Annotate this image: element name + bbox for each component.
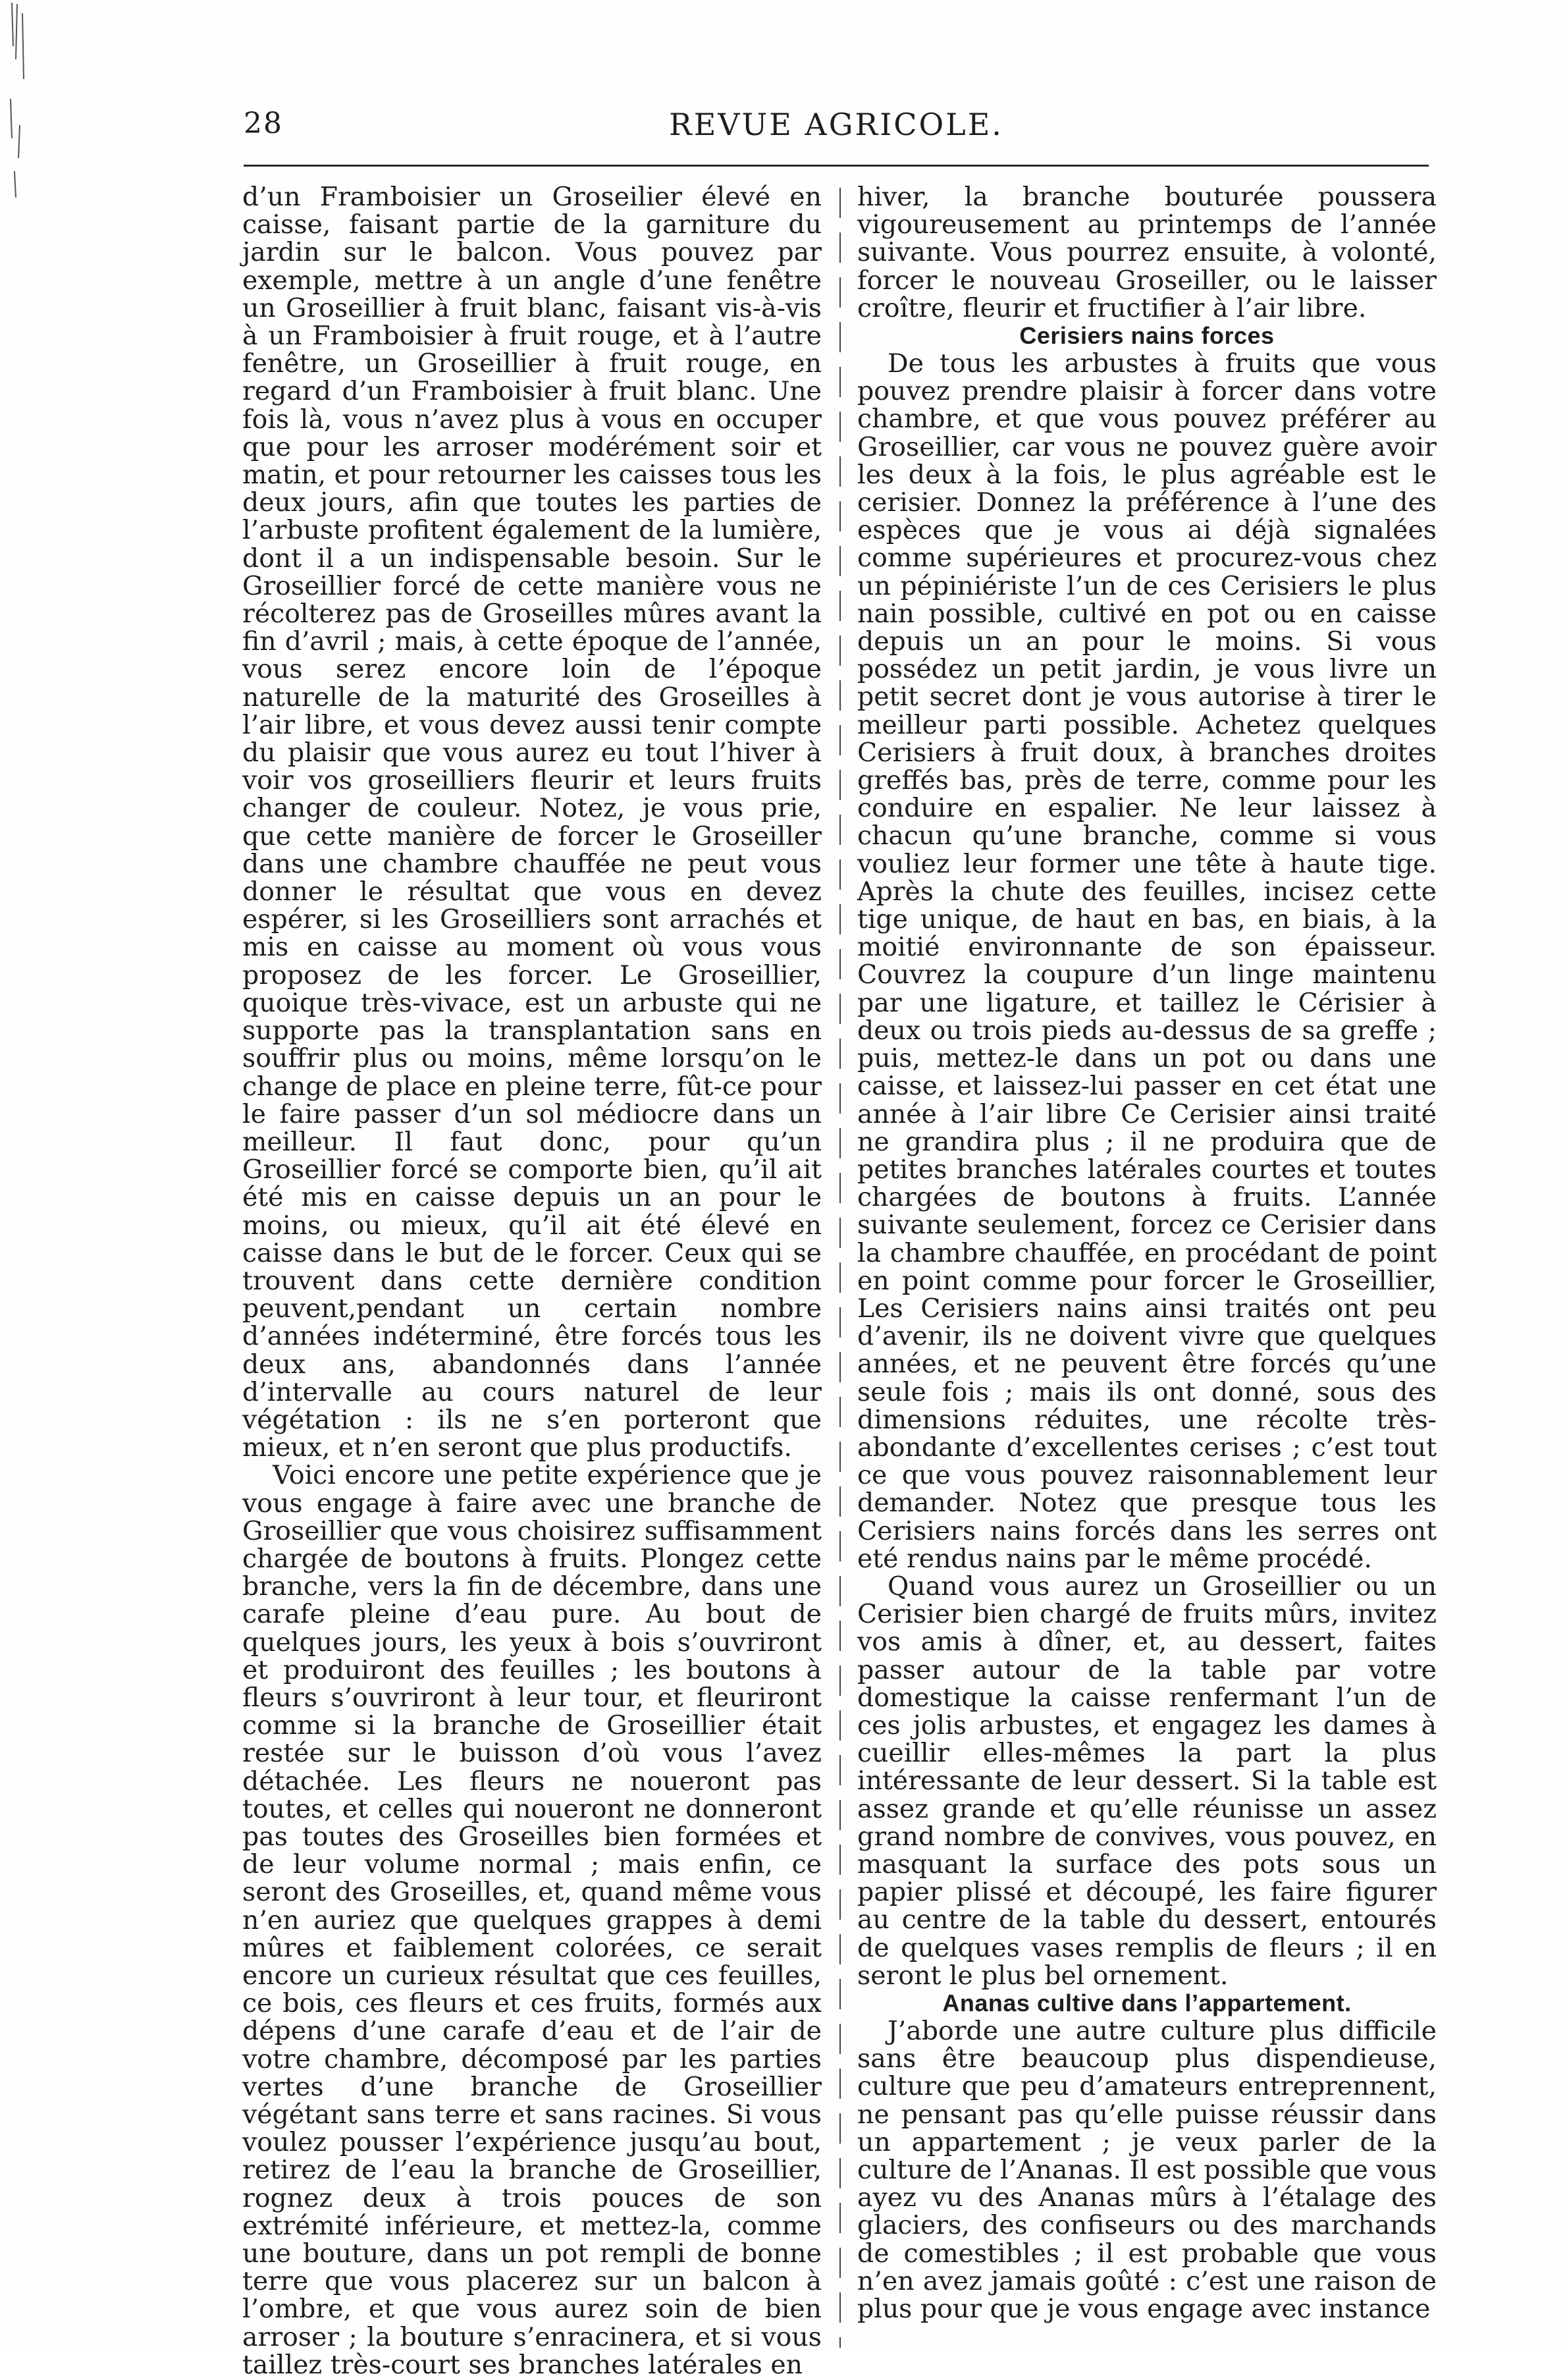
page-number: 28 xyxy=(244,107,283,140)
paragraph-branch-experiment: Voici encore une petite expérience que je vous engage à faire avec une branche de Groseillier que vous choisirez suffisamment chargée de boutons à fruits. Plongez cette branche, vers la fin de décembre, dans une carafe pleine d’eau pure. Au bout de quelques jours, les yeux à bois s’ouvriront et produiront des feuilles ; les boutons à fleurs s’ouvriront à leur tour, et fleuriront comme si la branche de Groseillier était restée sur le buisson d’où vous l’avez détachée. Les fleurs ne noueront pas toutes, et celles qui noueront ne donneront pas toutes des Groseilles bien formées et de leur volume normal ; mais enfin, ce seront des Groseilles, et, quand même vous n’en auriez que quelques grappes à demi mûres et faiblement colorées, ce serait encore un curieux résultat que ces feuilles, ce bois, ces fleurs et ces fruits, formés aux dépens d’une carafe d’eau et de l’air de votre chambre, décomposé par les parties vertes d’une branche de Groseillier végétant sans terre et sans racines. Si vous voulez pousser l’expérience jusqu’au bout, retirez de l’eau la branche de Groseillier, rognez deux à trois pouces de son extrémité inférieure, et mettez-la, comme une bouture, dans un pot rempli de bonne terre que vous placerez sur un balcon à l’ombre, et que vous aurez soin de bien arroser ; la bouture s’enracinera, et si vous taillez très-court ses branches latérales en xyxy=(242,1460,822,2380)
column-divider xyxy=(839,188,841,2348)
paragraph-bouture-continued: hiver, la branche bouturée poussera vigoureusement au printemps de l’année suivante. Vous pourrez ensuite, à volonté, forcer le nouveau Groseiller, ou le laisser croître, fleurir et fructifier à l’air libre. xyxy=(857,182,1437,323)
paragraph-ananas: J’aborde une autre culture plus difficile sans être beaucoup plus dispendieuse, culture que peu d’amateurs entreprennent, ne pensant pas qu’elle puisse réussir dans un appartement ; je veux parler de la culture de l’Ananas. Il est possible que vous ayez vu des Ananas mûrs à l’étalage des glaciers, des confiseurs ou des marchands de comestibles ; il est probable que vous n’en avez jamais goûté : c’est une raison de plus pour que je vous engage avec instance xyxy=(857,2016,1437,2325)
paragraph-cerisiers-nains: De tous les arbustes à fruits que vous pouvez prendre plaisir à forcer dans votre chambre, et que vous pouvez préférer au Groseillier, car vous ne pouvez guère avoir les deux à la fois, le plus agréable est le cerisier. Donnez la préférence à l’une des espèces que je vous ai déjà signalées comme supérieures et procurez-vous chez un pépiniériste l’un de ces Cerisiers le plus nain possible, cultivé en pot ou en caisse depuis un an pour le moins. Si vous possédez un petit jardin, je vous livre un petit secret dont je vous autorise à tirer le meilleur parti possible. Achetez quelques Cerisiers à fruit doux, à branches droites greffés bas, près de terre, comme pour les conduire en espalier. Ne leur laissez à chacun qu’une branche, comme si vous vouliez leur former une tête à haute tige. Après la chute des feuilles, incisez cette tige unique, de haut en bas, en biais, à la moitié environnante de son épaisseur. Couvrez la coupure d’un linge maintenu par une ligature, et taillez le Cérisier à deux ou trois pieds au-dessus de sa greffe ; puis, mettez-le dans un pot ou dans une caisse, et laissez-lui passer en cet état une année à l’air libre Ce Cerisier ainsi traité ne grandira plus ; il ne produira que de petites branches latérales courtes et toutes chargées de boutons à fruits. L’année suivante seulement, forcez ce Cerisier dans la chambre chauffée, en procédant de point en point comme pour forcer le Groseillier, Les Cerisiers nains ainsi traités ont peu d’avenir, ils ne doivent vivre que quelques années, et ne peuvent être forcés qu’une seule fois ; mais ils ont donné, sous des dimensions réduites, une récolte très-abondante d’excellentes cerises ; c’est tout ce que vous pouvez raisonnablement leur demander. Notez que presque tous les Cerisiers nains forcés dans les serres ont eté rendus nains par le même procédé. xyxy=(857,348,1437,1574)
running-title: REVUE AGRICOLE. xyxy=(669,107,1003,142)
header-rule xyxy=(244,165,1429,167)
left-column xyxy=(242,182,822,2380)
page-header xyxy=(244,99,1429,151)
paragraph-dessert-table: Quand vous aurez un Groseillier ou un Cerisier bien chargé de fruits mûrs, invitez vos amis à dîner, et, au dessert, faites passer autour de la table par votre domestique la caisse renfermant l’un de ces jolis arbustes, et engagez les dames à cueillir elles-mêmes la part la plus intéressante de leur dessert. Si la table est assez grande et qu’elle réunisse un assez grand nombre de convives, vous pouvez, en masquant la surface des pots sous un papier plissé et découpé, les faire figurer au centre de la table du dessert, entourés de quelques vases remplis de fleurs ; il en seront le plus bel ornement. xyxy=(857,1571,1437,1991)
right-column xyxy=(857,183,1437,2330)
paragraph-groseillier-forcing: d’un Framboisier un Groseilier élevé en caisse, faisant partie de la garniture du jardin sur le balcon. Vous pouvez par exemple, mettre à un angle d’une fenêtre un Groseillier à fruit blanc, faisant vis-à-vis à un Framboisier à fruit rouge, et à l’autre fenêtre, un Groseillier à fruit rouge, en regard d’un Framboisier à fruit blanc. Une fois là, vous n’avez plus à vous en occuper que pour les arroser modérément soir et matin, et pour retourner les caisses tous les deux jours, afin que toutes les parties de l’arbuste profitent également de la lumière, dont il a un indispensable besoin. Sur le Groseillier forcé de cette manière vous ne récolterez pas de Groseilles mûres avant la fin d’avril ; mais, à cette époque de l’année, vous serez encore loin de l’époque naturelle de la maturité des Groseilles à l’air libre, et vous devez aussi tenir compte du plaisir que vous aurez eu tout l’hiver à voir vos groseilliers fleurir et leurs fruits changer de couleur. Notez, je vous prie, que cette manière de forcer le Groseiller dans une chambre chauffée ne peut vous donner le résultat que vous en devez espérer, si les Groseilliers sont arrachés et mis en caisse au moment où vous vous proposez de les forcer. Le Groseillier, quoique très-vivace, est un arbuste qui ne supporte pas la transplantation sans en souffrir plus ou moins, même lorsqu’on le change de place en pleine terre, fût-ce pour le faire passer d’un sol médiocre dans un meilleur. Il faut donc, pour qu’un Groseillier forcé se comporte bien, qu’il ait été mis en caisse depuis un an pour le moins, ou mieux, qu’il ait été élevé en caisse dans le but de le forcer. Ceux qui se trouvent dans cette dernière condition peuvent,pendant un certain nombre d’années indéterminé, être forcés tous les deux ans, abandonnés dans l’année d’intervalle au cours naturel de leur végétation : ils ne s’en porteront que mieux, et n’en seront que plus productifs. xyxy=(242,182,822,1463)
section-heading-ananas: Ananas cultive dans l’appartement. xyxy=(942,1989,1352,2016)
section-heading-cerisiers: Cerisiers nains forces xyxy=(1019,322,1275,350)
margin-pencil-marks xyxy=(5,0,36,277)
